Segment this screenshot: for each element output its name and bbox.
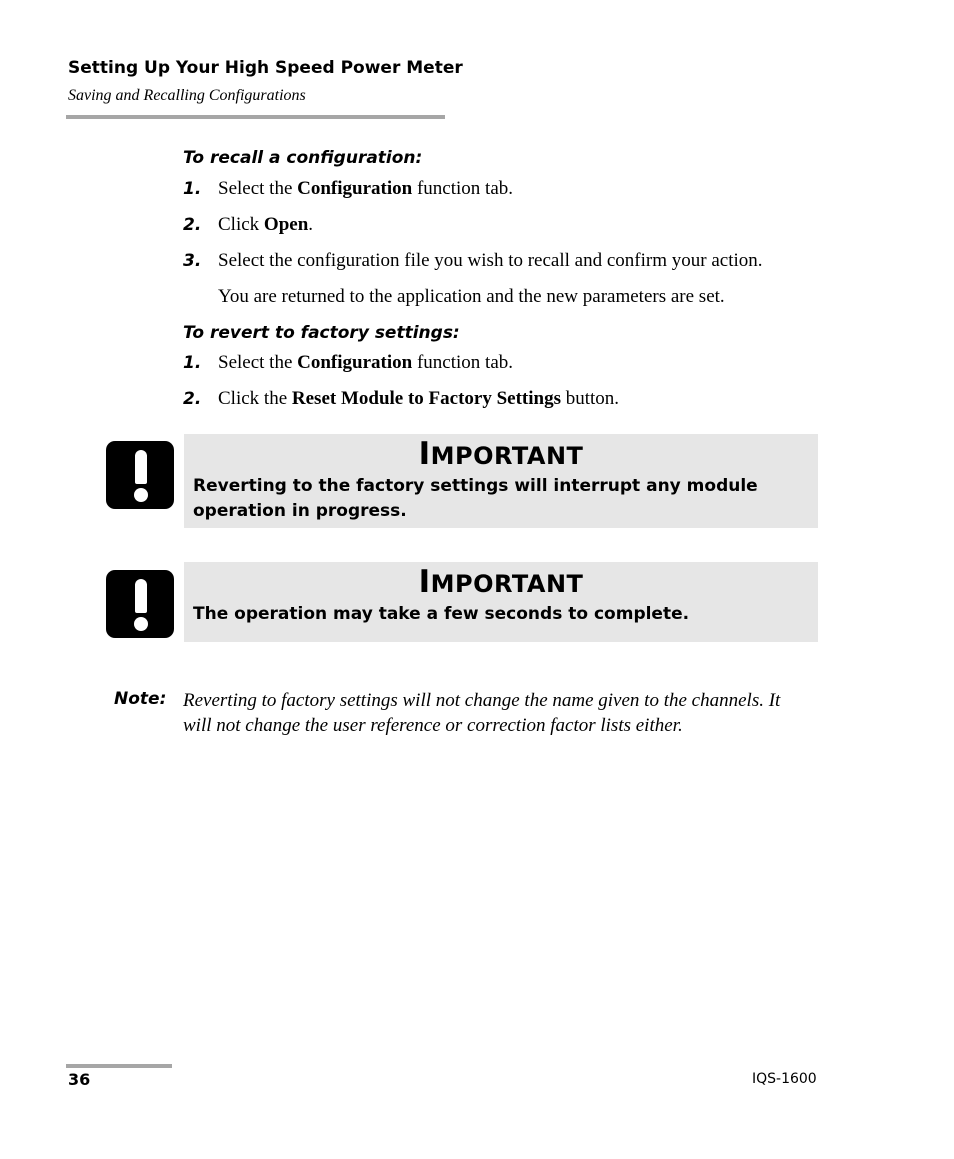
exclamation-icon [106,441,174,509]
recall-step-2-text: Click Open. [218,214,314,235]
revert-step-1-text: Select the Configuration function tab. [218,352,513,373]
product-model: IQS-1600 [752,1071,817,1087]
header-rule [66,115,445,119]
important-text: The operation may take a few seconds to complete. [193,604,690,624]
exclamation-icon [106,570,174,638]
page-header-subtitle: Saving and Recalling Configurations [68,87,306,104]
important-title: IMPORTANT [418,564,584,600]
revert-step-2-number: 2. [183,389,202,409]
recall-step-3-number: 3. [183,251,202,271]
important-callout-1 [184,434,818,528]
page-number: 36 [68,1070,91,1089]
recall-step-1-text: Select the Configuration function tab. [218,178,513,199]
note-text: Reverting to factory settings will not change the name given to the channels. It will not change the user reference or correction factor lists either. [183,690,781,736]
revert-heading: To revert to factory settings: [183,323,460,343]
important-title: IMPORTANT [418,436,584,472]
page-header-title: Setting Up Your High Speed Power Meter [68,58,463,78]
note-label: Note: [114,689,167,709]
recall-step-3-text: Select the configuration file you wish to recall and confirm your action. [218,250,763,271]
revert-step-2-text: Click the Reset Module to Factory Settings button. [218,388,620,409]
important-text: Reverting to the factory settings will interrupt any module operation in progress. [193,476,758,521]
revert-step-1-number: 1. [183,353,202,373]
recall-step-2-number: 2. [183,215,202,235]
recall-result-text: You are returned to the application and the new parameters are set. [218,286,725,307]
recall-heading: To recall a configuration: [183,148,423,168]
footer-rule [66,1064,172,1068]
important-callout-2 [184,562,818,642]
recall-step-1-number: 1. [183,179,202,199]
